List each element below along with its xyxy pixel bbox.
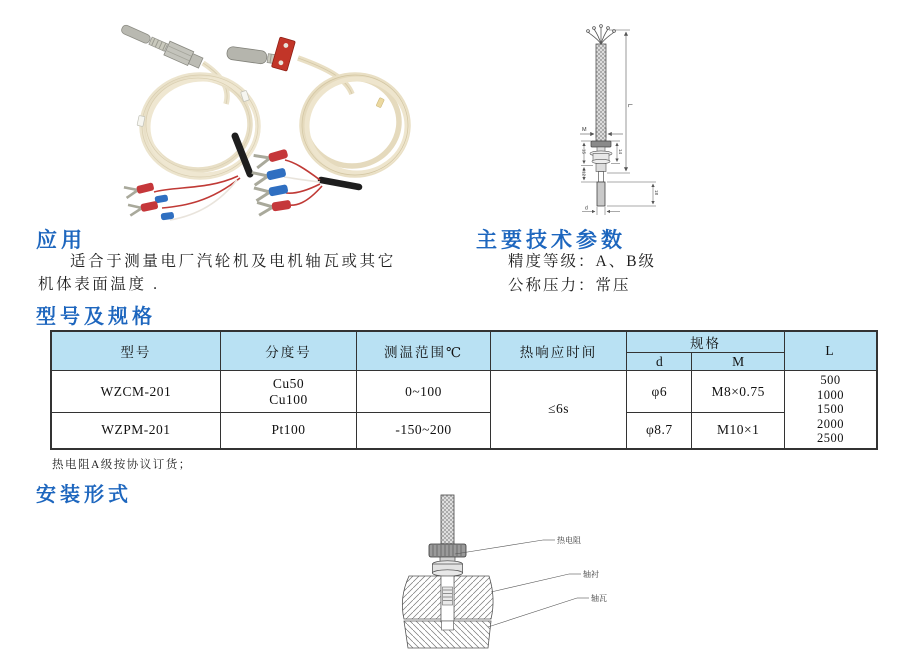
left-probe-icon [119,21,204,70]
dim-M-label: M [582,127,587,133]
label-bearing-liner: 轴衬 [583,570,599,579]
cable-tie [376,98,384,108]
tech-params-pressure: 公称压力：常压 [508,277,631,294]
graduation-line: Cu100 [269,391,308,407]
L-value: 500 [820,373,841,387]
right-red-bracket [271,37,295,71]
graduation-line: Cu50 [272,375,305,391]
L-value: 2000 [816,416,844,431]
cell-graduation: Pt100 [220,413,356,449]
braided-cable [441,495,454,544]
installation-diagram [395,492,610,652]
bearing-liner-left [402,576,441,619]
application-text [38,250,468,296]
col-header-response: 热响应时间 [490,331,626,371]
dim-d-label: d [585,205,588,212]
col-header-L: L [784,331,877,371]
installation-title: 安装形式 [36,484,132,506]
cell-M: M8×0.75 [692,371,785,413]
L-value: 1000 [816,387,844,402]
models-title: 型号及规格 [36,306,156,328]
cell-graduation [220,371,356,413]
left-cable-coil [142,75,258,177]
application-title: 应用 [36,229,86,252]
right-heat-shrink [321,180,359,187]
dim-15-label: 15 [581,149,587,155]
table-row [51,413,877,449]
bearing-liner-right [454,576,493,619]
cell-d: φ8.7 [627,413,692,449]
dim-18-label: 18 [654,190,659,196]
col-header-spec-group: 规格 [627,331,785,353]
right-cable-coil [302,75,408,175]
application-line2: 机体表面温度 . [38,276,160,293]
knurled-cap [429,544,466,557]
thread-detail [443,587,453,605]
label-thermal-resistor: 热电阻 [557,536,581,545]
braided-cable [596,44,606,141]
left-fork-terminals [124,180,174,220]
col-header-M: M [692,353,785,371]
cell-model: WZCM-201 [51,371,220,413]
wire-splay [587,25,616,44]
spec-table [50,330,878,450]
probe-tip [597,182,605,206]
L-value: 2500 [816,431,844,445]
probe-dimension-drawing [553,8,693,220]
col-header-range: 测温范围℃ [357,331,491,371]
col-header-d: d [627,353,692,371]
right-fork-terminals [252,146,292,215]
cell-d: φ6 [627,371,692,413]
col-header-graduation: 分度号 [220,331,356,371]
tech-params-title: 主要技术参数 [476,229,626,252]
dim-L-label: L [626,104,632,108]
label-bearing-pad: 轴瓦 [591,594,607,603]
cell-L-values [784,371,877,449]
tech-params-text [508,250,656,298]
collar [591,141,611,147]
cell-range: 0~100 [357,371,491,413]
application-line1: 适合于测量电厂汽轮机及电机轴瓦或其它 [70,253,396,270]
L-value: 1500 [816,402,844,416]
cell-model: WZPM-201 [51,413,220,449]
tech-params-accuracy: 精度等级：A、B级 [508,253,657,270]
col-header-model: 型号 [51,331,220,371]
table-row [51,371,877,413]
cell-response: ≤6s [490,371,626,449]
hex-nut [433,561,463,576]
dim-12-label: ≈12 [581,169,587,176]
cell-M: M10×1 [692,413,785,449]
table-footnote: 热电阻A级按协议订货； [52,459,192,471]
dim-14-label: 14 [618,149,623,155]
cell-range: -150~200 [357,413,491,449]
product-photo-sensors [58,8,458,223]
